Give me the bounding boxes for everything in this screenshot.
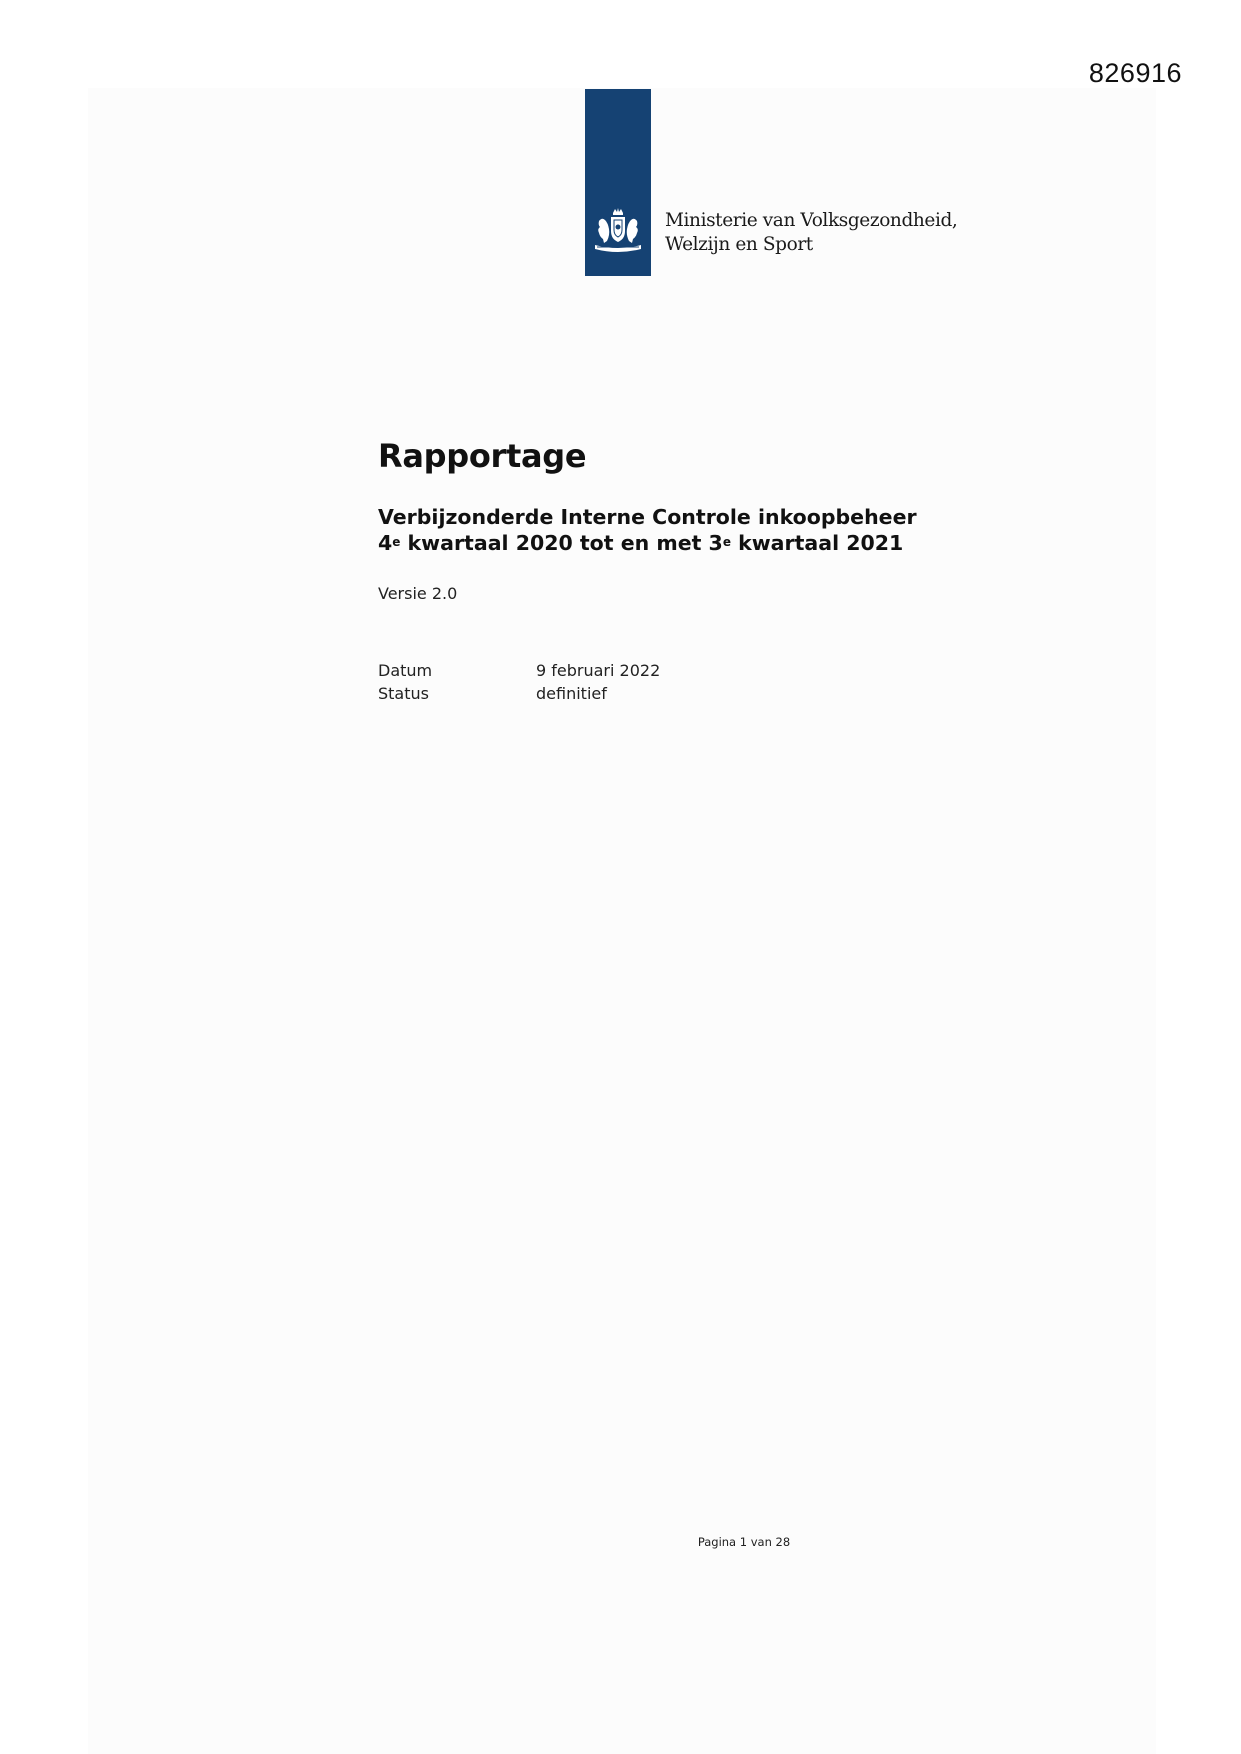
document-version: Versie 2.0 [378,584,458,603]
subtitle-superscript-2: e [722,535,731,549]
page-sheet [88,88,1156,1754]
document-number: 826916 [1088,58,1182,88]
subtitle-middle: kwartaal 2020 tot en met 3 [400,531,723,555]
status-value: definitief [536,684,607,703]
subtitle-line1: Verbijzonderde Interne Controle inkoopbeheer [378,505,917,529]
document-title: Rapportage [378,437,587,475]
meta-row-status [378,682,660,705]
date-value: 9 februari 2022 [536,661,661,680]
ministry-name-line2: Welzijn en Sport [665,234,813,255]
ministry-logo-bar [585,89,651,276]
subtitle-end: kwartaal 2021 [730,531,904,555]
document-meta [378,659,660,705]
page-number-footer: Pagina 1 van 28 [697,1535,791,1549]
coat-of-arms-icon [591,207,645,257]
subtitle-quarter-start: 4 [378,531,393,555]
subtitle-superscript-1: e [392,535,401,549]
document-subtitle [378,504,917,556]
date-label: Datum [378,661,433,680]
meta-row-date [378,659,660,682]
ministry-name [665,209,957,257]
status-label: Status [378,684,429,703]
ministry-name-line1: Ministerie van Volksgezondheid, [665,210,958,231]
subtitle-line2 [378,530,917,556]
